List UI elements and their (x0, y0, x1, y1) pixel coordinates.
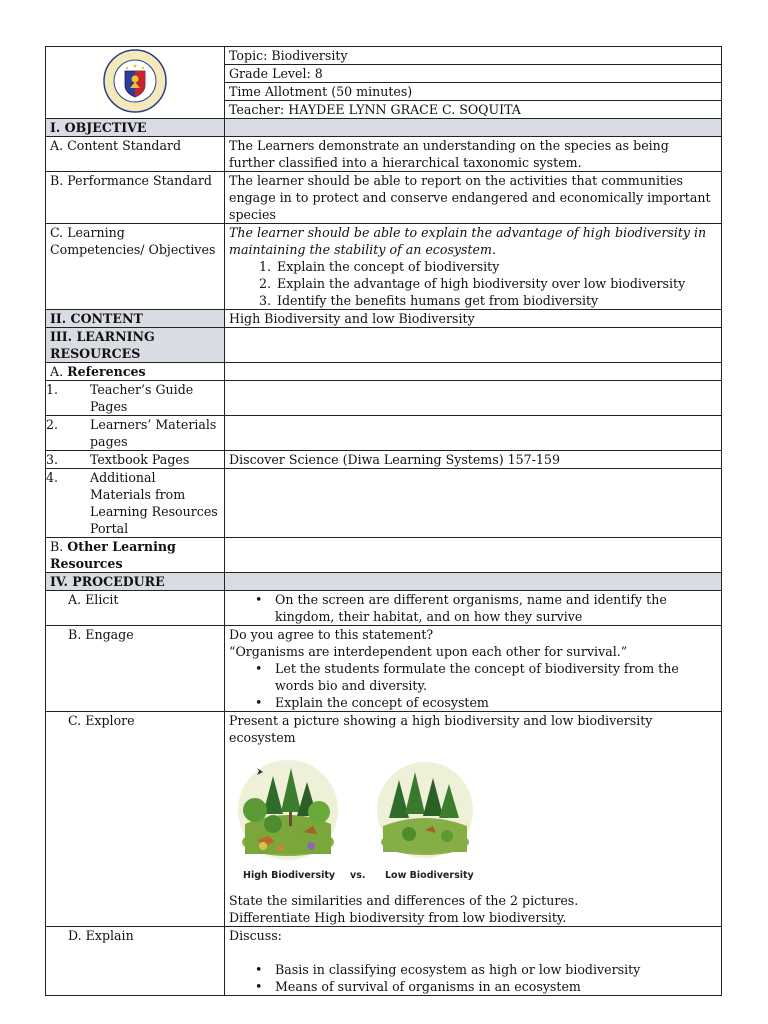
ecosystem-illustrations (233, 754, 483, 866)
explain-bullet: • Means of survival of organisms in an ecosystem (275, 978, 717, 995)
grade-level: Grade Level: 8 (225, 65, 722, 83)
content-standard-label: A. Content Standard (46, 137, 225, 172)
explain-intro: Discuss: (229, 928, 282, 943)
elicit-label: A. Elicit (46, 591, 225, 626)
explore-after-2: Differentiate High biodiversity from low biodiversity. (229, 910, 567, 925)
engage-label: B. Engage (46, 626, 225, 712)
references-label: A. References (46, 363, 225, 381)
reference-value-1 (225, 381, 722, 416)
content-value: High Biodiversity and low Biodiversity (225, 310, 722, 328)
procedure-heading: IV. PROCEDURE (46, 573, 225, 591)
explore-after-1: State the similarities and differences of the 2 pictures. (229, 893, 579, 908)
explain-bullet: • Basis in classifying ecosystem as high or low biodiversity (275, 961, 717, 978)
teacher: Teacher: HAYDEE LYNN GRACE C. SOQUITA (225, 101, 722, 119)
objectives-list (229, 258, 717, 309)
biodiversity-comparison-picture (233, 754, 483, 888)
topic: Topic: Biodiversity (225, 47, 722, 65)
explain-cell (225, 927, 722, 996)
performance-standard-label: B. Performance Standard (46, 172, 225, 224)
objective-item: 2. Explain the advantage of high biodiversity over low biodiversity (275, 275, 717, 292)
reference-value-4 (225, 469, 722, 538)
reference-item-3: 3. Textbook Pages (46, 451, 225, 469)
content-heading: II. CONTENT (46, 310, 225, 328)
engage-cell (225, 626, 722, 712)
caption-low: Low Biodiversity (385, 870, 474, 881)
competencies-cell (225, 224, 722, 310)
deped-seal-cell (46, 47, 225, 119)
engage-question: Do you agree to this statement? (229, 627, 434, 642)
caption-vs: vs. (350, 870, 366, 881)
engage-quote: “Organisms are interdependent upon each other for survival.” (229, 644, 628, 659)
explore-cell (225, 712, 722, 927)
performance-standard-text: The learner should be able to report on the activities that communities engage in to protect and conserve endangered and economically important species (225, 172, 722, 224)
competencies-label: C. Learning Competencies/ Objectives (46, 224, 225, 310)
lesson-plan-table (45, 46, 722, 996)
elicit-bullet: • On the screen are different organisms, name and identify the kingdom, their habitat, and on how they survive (275, 591, 717, 625)
engage-bullet: • Let the students formulate the concept of biodiversity from the words bio and diversity. (275, 660, 717, 694)
objective-item: 1. Explain the concept of biodiversity (275, 258, 717, 275)
competency-statement: The learner should be able to explain the advantage of high biodiversity in maintaining the stability of an ecosystem. (229, 225, 707, 257)
explore-intro: Present a picture showing a high biodiversity and low biodiversity ecosystem (229, 713, 653, 745)
elicit-cell (225, 591, 722, 626)
other-resources-label: B. Other Learning Resources (46, 538, 225, 573)
reference-item-1: 1. Teacher’s Guide Pages (46, 381, 225, 416)
explain-label: D. Explain (46, 927, 225, 996)
deped-seal-logo (103, 49, 167, 113)
content-standard-text: The Learners demonstrate an understanding on the species as being further classified into a hierarchical taxonomic system. (225, 137, 722, 172)
objective-item: 3. Identify the benefits humans get from biodiversity (275, 292, 717, 309)
reference-item-2: 2. Learners’ Materials pages (46, 416, 225, 451)
objective-heading: I. OBJECTIVE (46, 119, 225, 137)
reference-value-3: Discover Science (Diwa Learning Systems) 157-159 (225, 451, 722, 469)
reference-value-2 (225, 416, 722, 451)
reference-item-4: 4. Additional Materials from Learning Resources Portal (46, 469, 225, 538)
resources-heading: III. LEARNING RESOURCES (46, 328, 225, 363)
explore-label: C. Explore (46, 712, 225, 927)
engage-bullet: • Explain the concept of ecosystem (275, 694, 717, 711)
caption-high: High Biodiversity (243, 870, 336, 881)
time-allotment: Time Allotment (50 minutes) (225, 83, 722, 101)
